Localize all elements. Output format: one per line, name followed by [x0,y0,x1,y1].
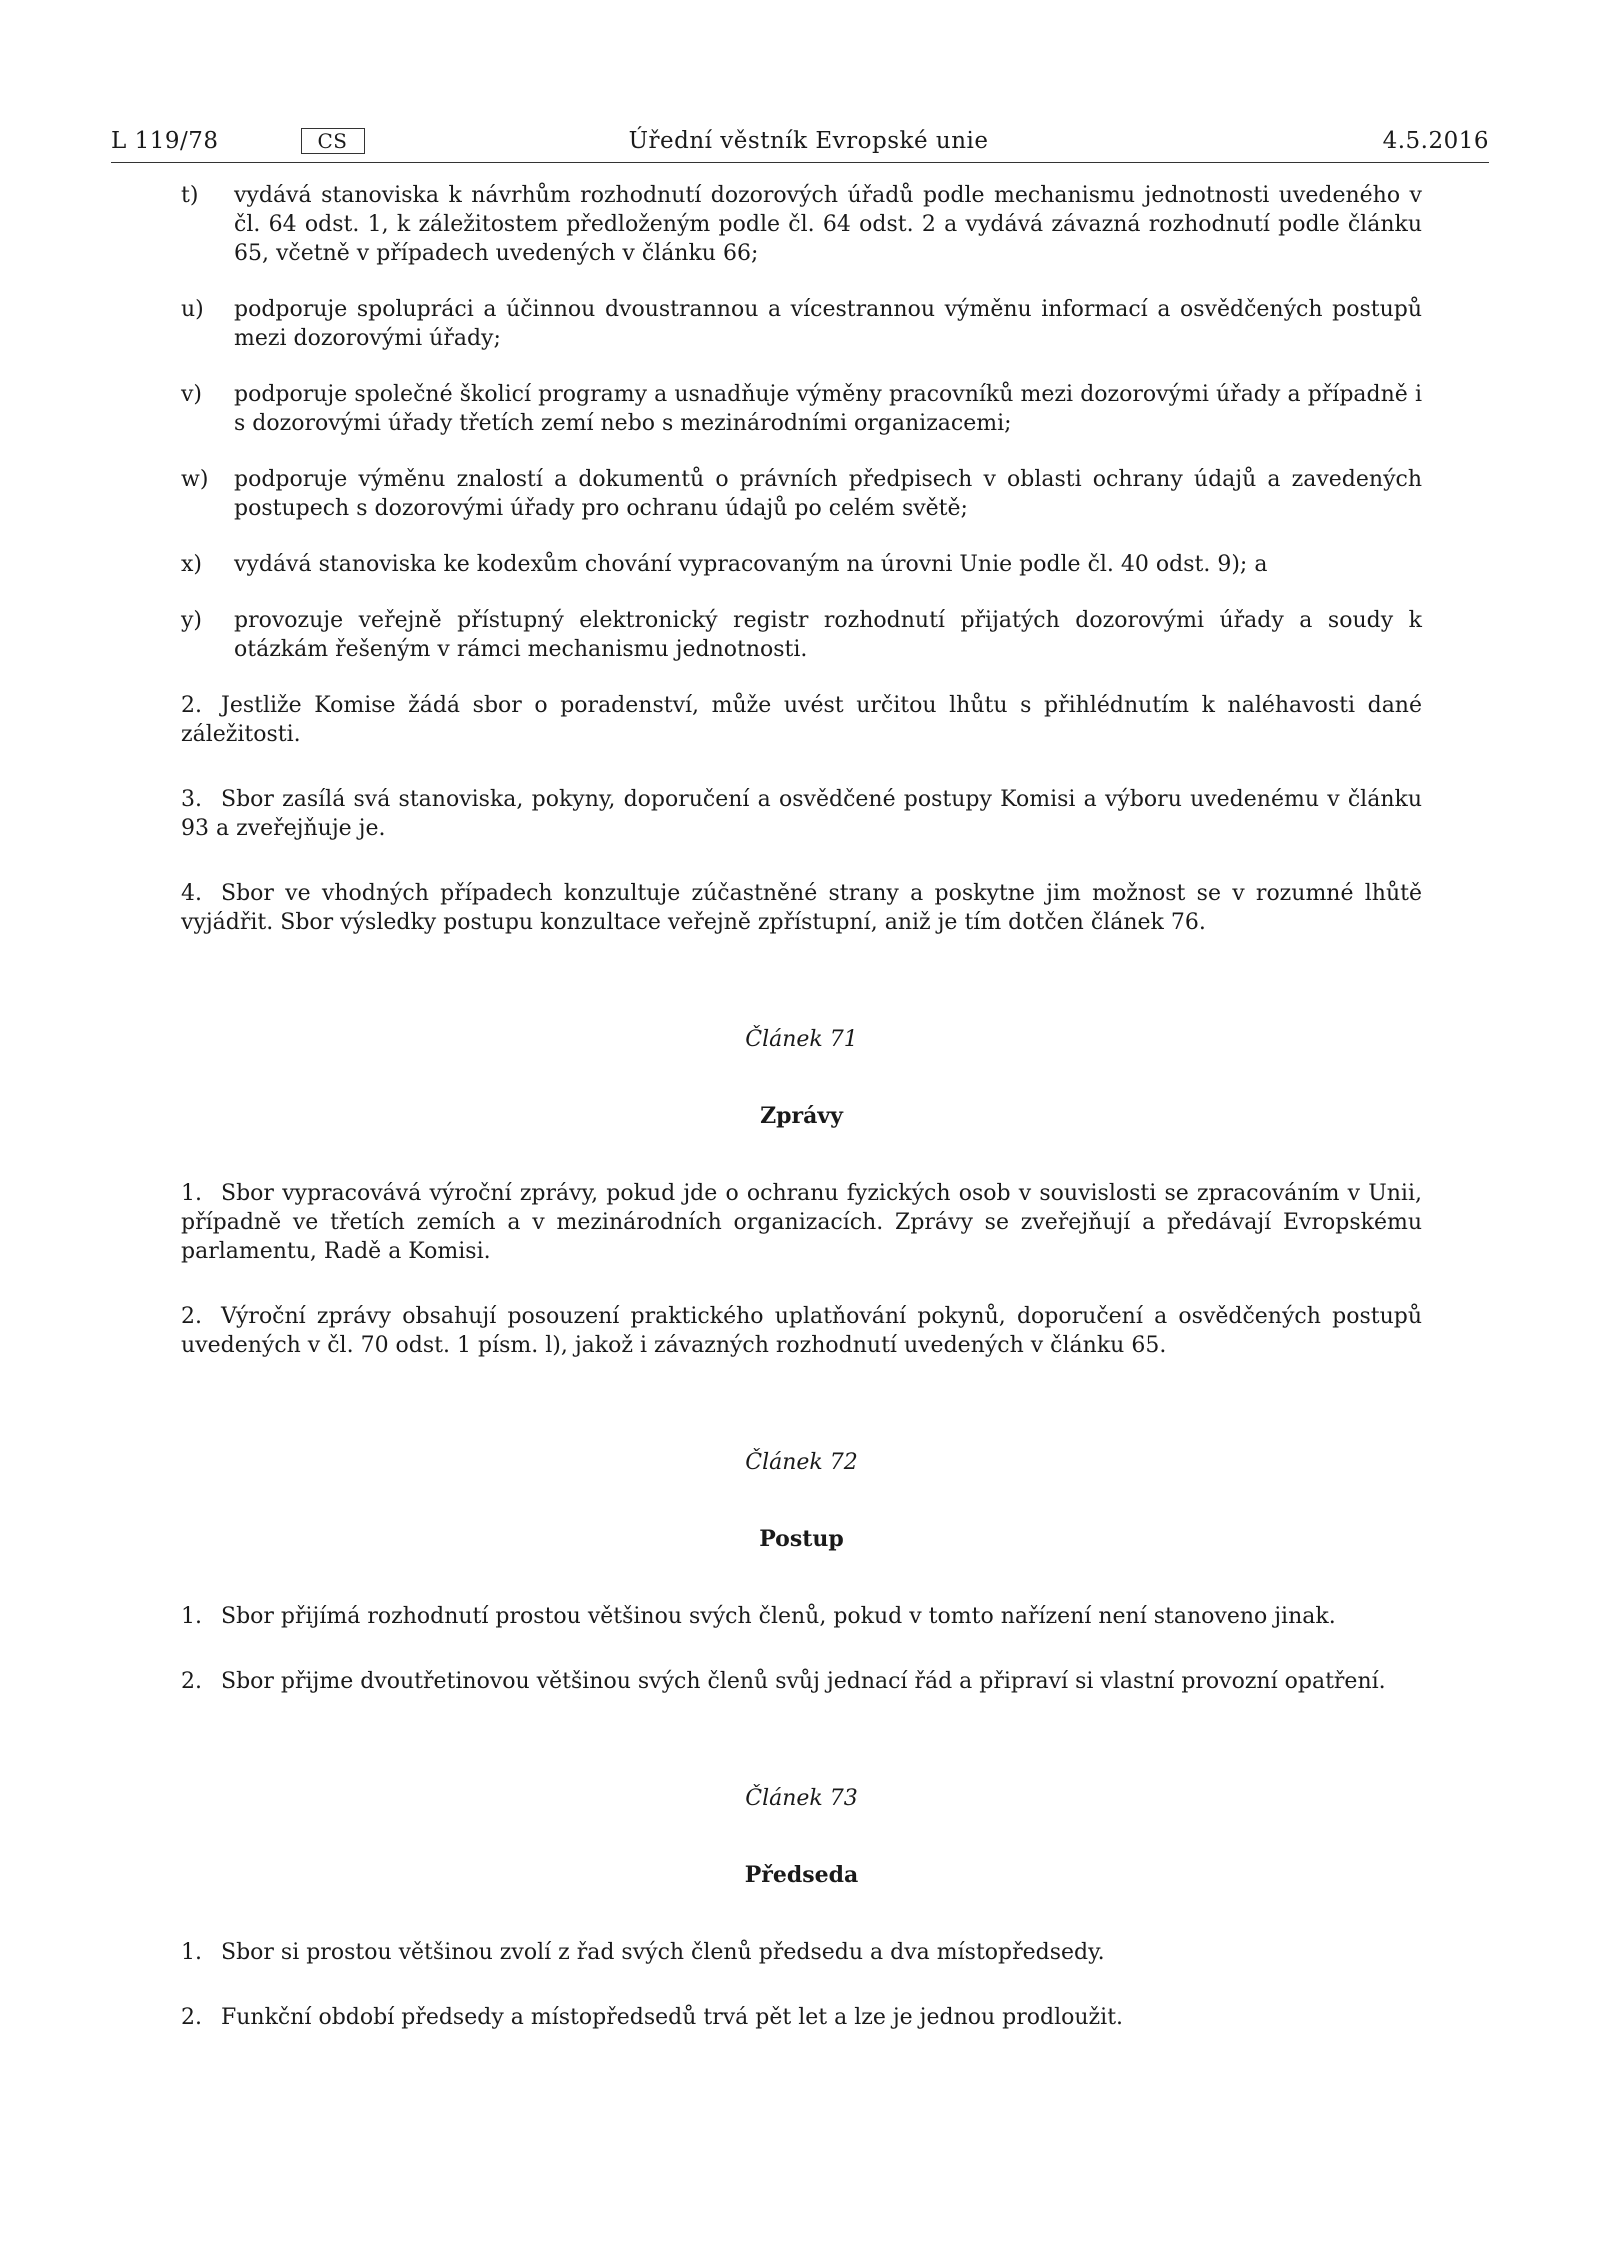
paragraph-number: 2. [181,1669,202,1694]
list-item [181,465,1422,523]
paragraph-number: 2. [181,1304,202,1329]
paragraph-number: 3. [181,787,202,812]
journal-title: Úřední věstník Evropské unie [628,128,989,154]
paragraph [181,785,1422,843]
article-heading: Předseda [744,1862,859,1888]
document-body [111,181,1489,2032]
paragraph-text: Sbor přijímá rozhodnutí prostou většinou svých členů, pokud v tomto nařízení není stanoveno jinak. [221,1604,1336,1629]
paragraph-number: 2. [181,693,202,718]
document-page [111,128,1489,2032]
article-label: Článek 73 [745,1786,858,1811]
paragraph [181,1179,1422,1266]
paragraph-text: Sbor zasílá svá stanoviska, pokyny, doporučení a osvědčené postupy Komisi a výboru uvedenému v článku 93 a zveřejňuje je. [181,787,1422,841]
paragraph-number: 1. [181,1604,202,1629]
list-item-text: vydává stanoviska ke kodexům chování vypracovaným na úrovni Unie podle čl. 40 odst. 9); a [234,552,1268,577]
list-item-text: podporuje společné školicí programy a usnadňuje výměny pracovníků mezi dozorovými úřady a případně i s dozorovými úřady třetích zemí nebo s mezinárodními organizacemi; [234,382,1422,436]
language-code-badge: CS [301,128,365,154]
paragraph-number: 2. [181,2005,202,2030]
list-item [181,606,1422,664]
page-reference: L 119/78 [111,128,219,154]
paragraph-text: Funkční období předsedy a místopředsedů trvá pět let a lze je jednou prodloužit. [221,2005,1124,2030]
article-heading: Zprávy [760,1103,843,1129]
paragraph-number: 1. [181,1940,202,1965]
list-item [181,380,1422,438]
paragraph [181,691,1422,749]
list-item-text: podporuje výměnu znalostí a dokumentů o právních předpisech v oblasti ochrany údajů a zavedených postupech s dozorovými úřady pro ochranu údajů po celém světě; [234,467,1422,521]
list-item-mark: x) [181,552,202,577]
paragraph [181,879,1422,937]
paragraph [181,1302,1422,1360]
list-item-mark: u) [181,297,204,322]
article-label: Článek 72 [745,1450,858,1475]
list-item-mark: y) [181,608,203,633]
article-heading: Postup [759,1526,844,1552]
list-item-mark: v) [181,382,203,407]
paragraph-number: 1. [181,1181,202,1206]
list-item-mark: w) [181,467,209,492]
header-left [111,128,365,154]
page-header [111,128,1489,163]
article-label: Článek 71 [745,1027,858,1052]
paragraph-text: Sbor přijme dvoutřetinovou většinou svých členů svůj jednací řád a připraví si vlastní provozní opatření. [221,1669,1386,1694]
paragraph-text: Výroční zprávy obsahují posouzení praktického uplatňování pokynů, doporučení a osvědčených postupů uvedených v čl. 70 odst. 1 písm. l), jakož i závazných rozhodnutí uvedených v článku 65. [181,1304,1422,1358]
list-item-text: vydává stanoviska k návrhům rozhodnutí dozorových úřadů podle mechanismu jednotnosti uvedeného v čl. 64 odst. 1, k záležitostem předloženým podle čl. 64 odst. 2 a vydává závazná rozhodnutí podle článku 65, včetně v případech uvedených v článku 66; [234,183,1422,266]
list-item [181,295,1422,353]
paragraph [181,1602,1422,1631]
paragraph-text: Sbor ve vhodných případech konzultuje zúčastněné strany a poskytne jim možnost se v rozumné lhůtě vyjádřit. Sbor výsledky postupu konzultace veřejně zpřístupní, aniž je tím dotčen článek 76. [181,881,1422,935]
publication-date: 4.5.2016 [1382,128,1489,154]
paragraph-text: Jestliže Komise žádá sbor o poradenství, může uvést určitou lhůtu s přihlédnutím k naléhavosti dané záležitosti. [181,693,1422,747]
paragraph-number: 4. [181,881,202,906]
paragraph [181,2003,1422,2032]
paragraph-text: Sbor si prostou většinou zvolí z řad svých členů předsedu a dva místopředsedy. [221,1940,1105,1965]
list-item-mark: t) [181,183,199,208]
paragraph-text: Sbor vypracovává výroční zprávy, pokud jde o ochranu fyzických osob v souvislosti se zpracováním v Unii, případně ve třetích zemích a v mezinárodních organizacích. Zprávy se zveřejňují a předávají Evropskému parlamentu, Radě a Komisi. [181,1181,1422,1264]
list-item-text: podporuje spolupráci a účinnou dvoustrannou a vícestrannou výměnu informací a osvědčených postupů mezi dozorovými úřady; [234,297,1422,351]
list-item-text: provozuje veřejně přístupný elektronický registr rozhodnutí přijatých dozorovými úřady a soudy k otázkám řešeným v rámci mechanismu jednotnosti. [234,608,1422,662]
paragraph [181,1667,1422,1696]
list-item [181,550,1422,579]
list-item [181,181,1422,268]
paragraph [181,1938,1422,1967]
